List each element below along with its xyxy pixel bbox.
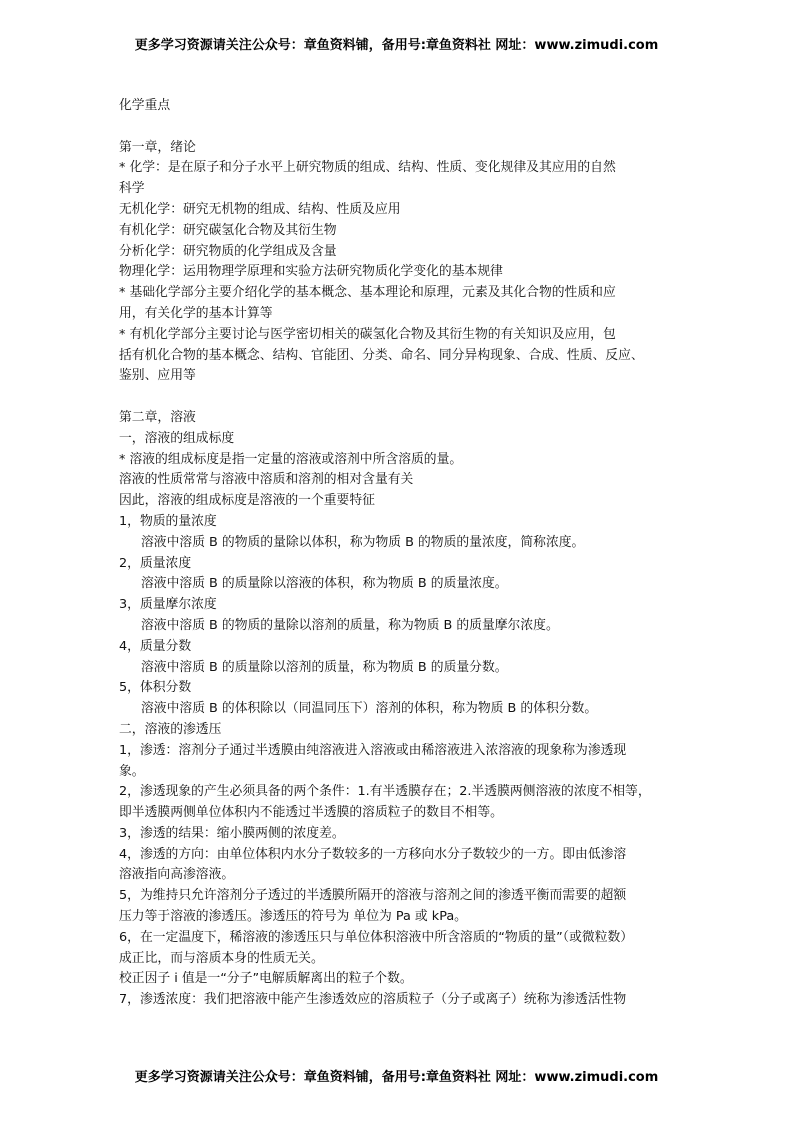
paragraph-line: 溶液的性质常常与溶液中溶质和溶剂的相对含量有关 bbox=[119, 472, 414, 488]
header-banner: 更多学习资源请关注公众号：章鱼资料铺，备用号:章鱼资料社 网址：www.zimudi.com bbox=[134, 38, 659, 53]
chapter-1-heading: 第一章，绪论 bbox=[119, 139, 196, 155]
paragraph-line: 压力等于溶液的渗透压。渗透压的符号为 单位为 Pa 或 kPa。 bbox=[119, 909, 467, 925]
paragraph-line: 分析化学：研究物质的化学组成及含量 bbox=[119, 243, 337, 259]
list-item-heading: 1，物质的量浓度 bbox=[119, 513, 217, 529]
chapter-2-heading: 第二章，溶液 bbox=[119, 409, 196, 425]
blank-line bbox=[119, 117, 685, 138]
paragraph-line: 括有机化合物的基本概念、结构、官能团、分类、命名、同分异构现象、合成、性质、反应、 bbox=[119, 347, 644, 363]
document-body bbox=[119, 96, 685, 1011]
paragraph-line: 溶液指向高渗溶液。 bbox=[119, 867, 235, 883]
paragraph-line: 6，在一定温度下，稀溶液的渗透压只与单位体积溶液中所含溶质的“物质的量”（或微粒数） bbox=[119, 929, 634, 945]
list-item-detail: 溶液中溶质 B 的质量除以溶剂的质量，称为物质 B 的质量分数。 bbox=[141, 659, 508, 675]
list-item-heading: 5，体积分数 bbox=[119, 680, 192, 696]
paragraph-line: 2，渗透现象的产生必须具备的两个条件：1.有半透膜存在；2.半透膜两侧溶液的浓度不相等， bbox=[119, 784, 651, 800]
paragraph-line: 3，渗透的结果：缩小膜两侧的浓度差。 bbox=[119, 825, 345, 841]
paragraph-line: 象。 bbox=[119, 763, 145, 779]
list-item-detail: 溶液中溶质 B 的物质的量除以溶剂的质量，称为物质 B 的质量摩尔浓度。 bbox=[141, 617, 559, 633]
paragraph-line: 5，为维持只允许溶剂分子透过的半透膜所隔开的溶液与溶剂之间的渗透平衡而需要的超额 bbox=[119, 888, 627, 904]
paragraph-line: 物理化学：运用物理学原理和实验方法研究物质化学变化的基本规律 bbox=[119, 264, 503, 280]
paragraph-line: 即半透膜两侧单位体积内不能透过半透膜的溶质粒子的数目不相等。 bbox=[119, 805, 503, 821]
blank-line bbox=[119, 387, 685, 408]
paragraph-line: 成正比，而与溶质本身的性质无关。 bbox=[119, 950, 324, 966]
paragraph-line: 4，渗透的方向：由单位体积内水分子数较多的一方移向水分子数较少的一方。即由低渗溶 bbox=[119, 846, 627, 862]
footer-banner: 更多学习资源请关注公众号：章鱼资料铺，备用号:章鱼资料社 网址：www.zimudi.com bbox=[134, 1070, 659, 1085]
list-item-heading: 2，质量浓度 bbox=[119, 555, 192, 571]
paragraph-line: 有机化学：研究碳氢化合物及其衍生物 bbox=[119, 222, 337, 238]
paragraph-line: 用，有关化学的基本计算等 bbox=[119, 305, 273, 321]
list-item-detail: 溶液中溶质 B 的体积除以（同温同压下）溶剂的体积，称为物质 B 的体积分数。 bbox=[141, 701, 598, 717]
paragraph-line: 鉴别、应用等 bbox=[119, 368, 196, 384]
paragraph-line: * 有机化学部分主要讨论与医学密切相关的碳氢化合物及其衍生物的有关知识及应用，包 bbox=[119, 326, 616, 342]
doc-title: 化学重点 bbox=[119, 98, 171, 113]
paragraph-line: 1，渗透：溶剂分子通过半透膜由纯溶液进入溶液或由稀溶液进入浓溶液的现象称为渗透现 bbox=[119, 742, 627, 758]
section-heading: 二，溶液的渗透压 bbox=[119, 721, 222, 737]
paragraph-line: * 化学：是在原子和分子水平上研究物质的组成、结构、性质、变化规律及其应用的自然 bbox=[119, 160, 616, 176]
list-item-detail: 溶液中溶质 B 的质量除以溶液的体积，称为物质 B 的质量浓度。 bbox=[141, 576, 508, 592]
paragraph-line: * 基础化学部分主要介绍化学的基本概念、基本理论和原理，元素及其化合物的性质和应 bbox=[119, 285, 616, 301]
paragraph-line: * 溶液的组成标度是指一定量的溶液或溶剂中所含溶质的量。 bbox=[119, 451, 463, 467]
paragraph-line: 校正因子 i 值是一“分子”电解质解离出的粒子个数。 bbox=[119, 971, 413, 987]
paragraph-line: 无机化学：研究无机物的组成、结构、性质及应用 bbox=[119, 201, 401, 217]
list-item-heading: 3，质量摩尔浓度 bbox=[119, 597, 217, 613]
list-item-heading: 4，质量分数 bbox=[119, 638, 192, 654]
list-item-detail: 溶液中溶质 B 的物质的量除以体积，称为物质 B 的物质的量浓度，简称浓度。 bbox=[141, 534, 585, 550]
paragraph-line: 科学 bbox=[119, 181, 145, 197]
paragraph-line: 7，渗透浓度：我们把溶液中能产生渗透效应的溶质粒子（分子或离子）统称为渗透活性物 bbox=[119, 992, 627, 1008]
section-heading: 一，溶液的组成标度 bbox=[119, 430, 235, 446]
paragraph-line: 因此，溶液的组成标度是溶液的一个重要特征 bbox=[119, 493, 375, 509]
